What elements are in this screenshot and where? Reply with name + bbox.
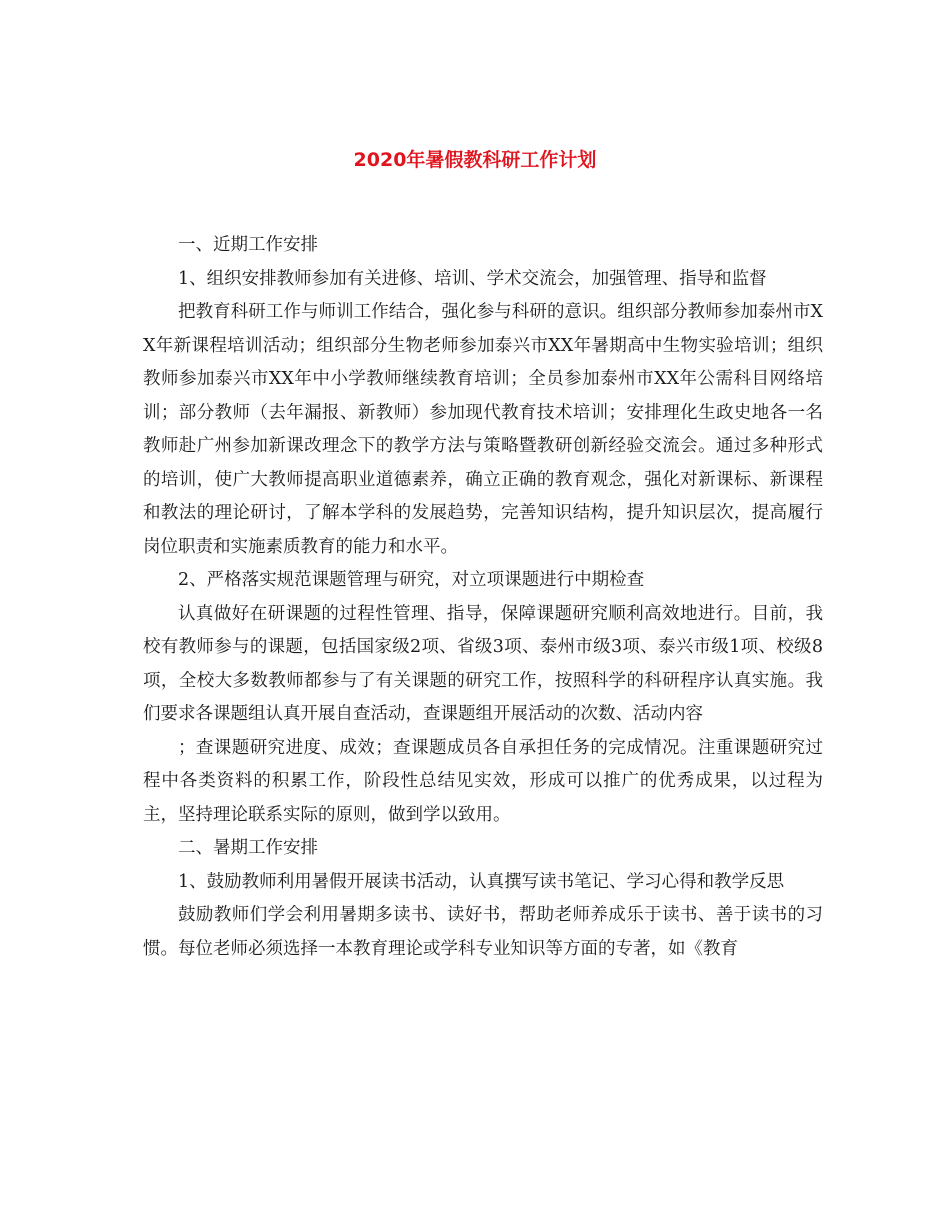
document-body xyxy=(143,229,823,966)
item-heading-project-management: 2、严格落实规范课题管理与研究，对立项课题进行中期检查 xyxy=(178,570,645,590)
section-heading-recent-work: 一、近期工作安排 xyxy=(178,235,318,255)
paragraph-project-details: 认真做好在研课题的过程性管理、指导，保障课题研究顺利高效地进行。目前，我校有教师参与的课题，包括国家级2项、省级3项、泰州市级3项、泰兴市级1项、校级8项，全校大多数教师都参与了有关课题的研究工作，按照科学的科研程序认真实施。我们要求各课题组认真开展自查活动，查课题组开展活动的次数、活动内容 xyxy=(143,603,823,724)
item-heading-reading: 1、鼓励教师利用暑假开展读书活动，认真撰写读书笔记、学习心得和教学反思 xyxy=(178,871,785,892)
paragraph-reading-details: 鼓励教师们学会利用暑期多读书、读好书，帮助老师养成乐于读书、善于读书的习惯。每位老师必须选择一本教育理论或学科专业知识等方面的专著，如《教育 xyxy=(143,905,823,959)
paragraph-project-continuation: ；查课题研究进度、成效；查课题成员各自承担任务的完成情况。注重课题研究过程中各类资料的积累工作，阶段性总结见实效，形成可以推广的优秀成果，以过程为主，坚持理论联系实际的原则，做到学以致用。 xyxy=(143,737,823,825)
section-heading-summer-work: 二、暑期工作安排 xyxy=(178,838,318,858)
item-heading-training: 1、组织安排教师参加有关进修、培训、学术交流会，加强管理、指导和监督 xyxy=(178,268,767,289)
paragraph-training-details: 把教育科研工作与师训工作结合，强化参与科研的意识。组织部分教师参加泰州市XX年新课程培训活动；组织部分生物老师参加泰兴市XX年暑期高中生物实验培训；组织教师参加泰兴市XX年中小学教师继续教育培训；全员参加泰州市XX年公需科目网络培训；部分教师（去年漏报、新教师）参加现代教育技术培训；安排理化生政史地各一名教师赴广州参加新课改理念下的教学方法与策略暨教研创新经验交流会。通过多种形式的培训，使广大教师提高职业道德素养，确立正确的教育观念，强化对新课标、新课程和教法的理论研讨，了解本学科的发展趋势，完善知识结构，提升知识层次，提高履行岗位职责和实施素质教育的能力和水平。 xyxy=(143,302,823,557)
document-title: 2020年暑假教科研工作计划 xyxy=(353,149,597,171)
